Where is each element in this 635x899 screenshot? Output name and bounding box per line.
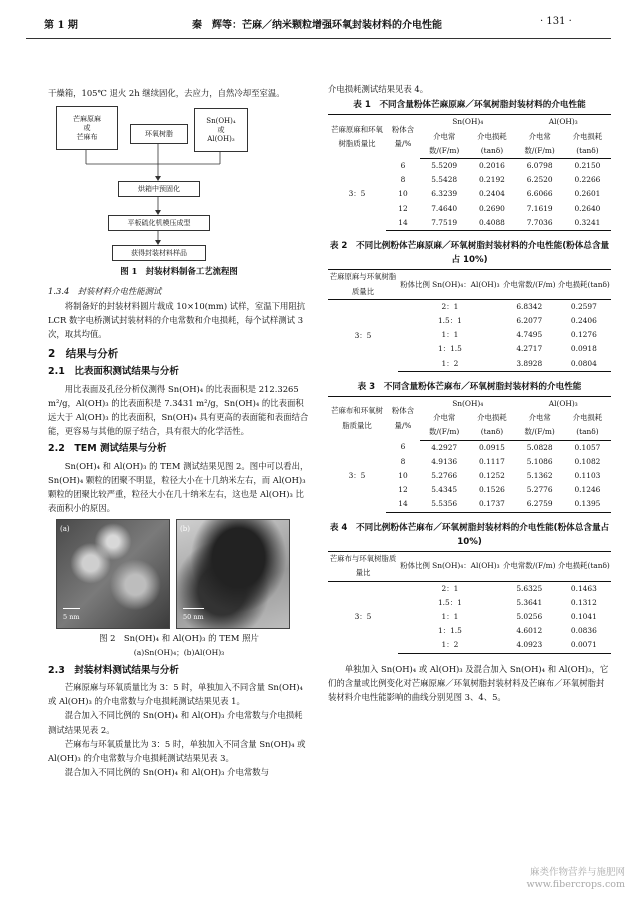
s21-title: 2.1 比表面积测试结果与分析 <box>48 366 179 378</box>
watermark-line1: 麻类作物营养与施肥网 <box>529 867 625 878</box>
table-cell: 1：1.5 <box>437 344 462 354</box>
table-cell: 5.0256 <box>516 611 543 621</box>
s23-p3: 芒麻布与环氧质量比为 3：5 时，单独加入不同含量 Sn(OH)₄ 或 Al(OH)₃ 的介电常数与介电损耗测试结果见表 3。 <box>48 738 306 764</box>
intro-line: 干燥箱，105℃ 退火 2h 继续固化，去应力，自然冷却至室温。 <box>48 88 285 98</box>
table-cell: 5.1362 <box>526 471 553 481</box>
table-cell: 7.4640 <box>431 203 458 213</box>
s23-p4: 混合加入不同比例的 Sn(OH)₄ 和 Al(OH)₃ 介电常数与 <box>64 767 270 778</box>
t2-body <box>328 299 611 371</box>
t3-h-ratio: 芒麻布和环氧树脂质量比 <box>328 397 386 441</box>
table-cell: 5.5356 <box>420 497 468 512</box>
table4 <box>328 551 611 653</box>
fc-box-ramie-text: 芒麻原麻 或 芒麻布 <box>73 114 101 141</box>
t3-body <box>328 440 611 512</box>
table-cell-ratio: 3：5 <box>354 612 372 622</box>
section-2-title: 2 结果与分析 <box>48 348 119 361</box>
t1-h-eps-al: 介电常数/(F/m) <box>515 130 563 159</box>
table-cell: 6.2077 <box>516 316 543 326</box>
tem-image-al <box>176 519 290 629</box>
table-cell: 2：1 <box>441 583 459 593</box>
table-cell: 0.0071 <box>557 638 611 653</box>
table-cell: 0.2601 <box>574 189 601 199</box>
table-cell: 6 <box>400 160 406 170</box>
right-top-line: 介电损耗测试结果见表 4。 <box>328 84 429 94</box>
s134-text: 将制备好的封装材料圆片裁成 10×10(mm) 试样，室温下用阻抗 LCR 数字电桥测试封装材料的介电常数和介电损耗，每个试样测试 3 次，取其均值。 <box>48 300 306 340</box>
table-cell: 10 <box>398 471 408 481</box>
tem-a-label: (a) <box>60 525 70 534</box>
fc-box-epoxy-text: 环氧树脂 <box>145 129 173 138</box>
table1 <box>328 114 611 231</box>
table-cell: 0.1057 <box>574 442 601 452</box>
right-column <box>328 82 611 704</box>
table-cell: 0.1082 <box>574 456 601 466</box>
table-cell: 6.3239 <box>431 189 458 199</box>
t2-h-tan: 介电损耗(tanδ) <box>557 270 611 299</box>
table-cell: 6.8342 <box>516 301 543 311</box>
table-cell: 0.1312 <box>570 597 597 607</box>
table-cell: 4.6012 <box>516 626 543 636</box>
t1-h-sn: Sn(OH)₄ <box>420 115 515 130</box>
table-cell: 1.5：1 <box>437 597 462 607</box>
t4-h-eps: 介电常数/(F/m) <box>502 552 557 581</box>
t3-h-tan-al: 介电损耗(tanδ) <box>564 411 611 440</box>
table-cell: 4.0923 <box>502 638 557 653</box>
table-cell: 1：1 <box>441 611 459 621</box>
table-cell: 0.1252 <box>478 471 505 481</box>
table-cell: 0.2404 <box>478 189 505 199</box>
t1-h-ratio: 芒麻原麻和环氧树脂质量比 <box>328 115 386 159</box>
t3-h-content: 粉体含量/% <box>386 397 420 441</box>
fc-box-epoxy <box>130 124 188 144</box>
t1-h-eps-sn: 介电常数/(F/m) <box>420 130 468 159</box>
table-cell: 12 <box>398 203 408 213</box>
page-number: · 131 · <box>540 16 572 27</box>
fig2-subcaption: (a)Sn(OH)₄；(b)Al(OH)₃ <box>133 647 225 657</box>
s134-title: 1.3.4 封装材料介电性能测试 <box>48 286 162 297</box>
t3-h-sn: Sn(OH)₄ <box>420 397 515 412</box>
table-cell: 7.7519 <box>420 216 468 231</box>
table-cell: 8 <box>400 456 406 466</box>
table-cell: 5.4345 <box>431 485 458 495</box>
table-cell: 0.3241 <box>564 216 611 231</box>
table-cell: 14 <box>386 216 420 231</box>
table-cell: 6.6066 <box>526 189 553 199</box>
t2-h-ratio: 芒麻原麻与环氧树脂质量比 <box>328 270 398 299</box>
table-cell-ratio: 3：5 <box>348 471 366 481</box>
table-cell: 0.1103 <box>574 471 601 481</box>
table-cell: 0.0804 <box>557 357 611 372</box>
table-cell: 5.2766 <box>431 471 458 481</box>
tem-b-scale: 50 nm <box>183 608 204 624</box>
table-cell: 7.1619 <box>526 203 553 213</box>
table-cell: 5.5209 <box>431 161 458 171</box>
table-cell: 0.2406 <box>570 316 597 326</box>
s21-text: 用比表面及孔径分析仪测得 Sn(OH)₄ 的比表面积是 212.3265 m²/g，Al(OH)₃ 的比表面积是 7.3431 m²/g，Sn(OH)₄ 的比表面积远大于 Al(OH)₃ 的比表面积，Sn(OH)₄ 具有更高的表面能和表面结合能，更容易与其他的原子结合，具有很大的化学活性。 <box>48 383 309 437</box>
table1-title: 表 1 不同含量粉体芒麻原麻／环氧树脂封装材料的介电性能 <box>353 100 586 111</box>
table-cell: 0.0915 <box>478 442 505 452</box>
table-cell: 5.2776 <box>526 485 553 495</box>
s23-title: 2.3 封装材料测试结果与分析 <box>48 664 179 676</box>
t4-body <box>328 581 611 653</box>
table-cell: 1.5：1 <box>437 316 462 326</box>
fc-box-powder <box>194 108 248 152</box>
t1-h-tan-sn: 介电损耗(tanδ) <box>468 130 515 159</box>
table-row <box>328 440 611 455</box>
fig2-caption: 图 2 Sn(OH)₄ 和 Al(OH)₃ 的 TEM 照片 <box>99 633 259 644</box>
t4-h-mix: 粉体比例 Sn(OH)₄：Al(OH)₃ <box>398 552 502 581</box>
table-cell: 0.0918 <box>570 344 597 354</box>
t3-h-eps-al: 介电常数/(F/m) <box>515 411 563 440</box>
table-cell: 3.8928 <box>502 357 557 372</box>
left-column <box>48 86 310 779</box>
table-cell: 2：1 <box>441 301 459 311</box>
table-cell: 0.1463 <box>570 583 597 593</box>
table-cell: 0.1395 <box>564 497 611 512</box>
fc-box-powder-text: Sn(OH)₄ 或 Al(OH)₃ <box>206 116 236 143</box>
table3 <box>328 396 611 513</box>
running-title: 秦 辉等：芒麻／纳米颗粒增强环氧封装材料的介电性能 <box>192 20 442 31</box>
table-row <box>328 299 611 314</box>
table-cell: 6.0798 <box>526 161 553 171</box>
table-cell-ratio: 3：5 <box>354 330 372 340</box>
fig1-caption: 图 1 封装材料制备工艺流程图 <box>120 266 238 277</box>
table-cell: 0.1526 <box>478 485 505 495</box>
watermark-line2: www.fibercrops.com <box>526 879 625 890</box>
fc-box-mold <box>108 215 210 231</box>
t1-h-al: Al(OH)₃ <box>515 115 611 130</box>
closing-paragraph: 单独加入 Sn(OH)₄ 或 Al(OH)₃ 及混合加入 Sn(OH)₄ 和 Al(OH)₃，它们的含量或比例变化对芒麻原麻／环氧树脂封装材料及芒麻布／环氧树脂封装材料介电性能影响的曲线分别见图 3、4、5。 <box>328 663 609 702</box>
table-cell: 4.2927 <box>431 442 458 452</box>
table-cell: 12 <box>398 485 408 495</box>
table-cell: 5.6325 <box>516 583 543 593</box>
watermark <box>527 867 625 891</box>
t4-h-ratio: 芒麻布与环氧树脂质量比 <box>328 552 398 581</box>
table-cell: 0.2640 <box>574 203 601 213</box>
table-cell: 0.2016 <box>478 161 505 171</box>
header-rule <box>26 38 611 39</box>
table-row <box>328 159 611 174</box>
table-cell: 5.0828 <box>526 442 553 452</box>
t1-h-tan-al: 介电损耗(tanδ) <box>564 130 611 159</box>
flowchart <box>48 102 310 262</box>
t1-body <box>328 159 611 231</box>
table-cell: 5.1086 <box>526 456 553 466</box>
table-cell: 0.2266 <box>574 175 601 185</box>
tem-images <box>56 519 310 629</box>
table-cell: 1：1 <box>441 330 459 340</box>
tem-b-label: (b) <box>180 525 190 534</box>
t2-h-eps: 介电常数/(F/m) <box>502 270 557 299</box>
s23-p2: 混合加入不同比例的 Sn(OH)₄ 和 Al(OH)₃ 介电常数与介电损耗测试结果见表 2。 <box>48 710 303 735</box>
table-cell: 0.1276 <box>570 330 597 340</box>
t2-h-mix: 粉体比例 Sn(OH)₄：Al(OH)₃ <box>398 270 502 299</box>
s22-title: 2.2 TEM 测试结果与分析 <box>48 443 167 455</box>
table2-title: 表 2 不同比例粉体芒麻原麻／环氧树脂封装材料的介电性能(粉体总含量占 10%) <box>329 241 610 266</box>
table-cell: 0.2192 <box>478 175 505 185</box>
table-cell: 7.7036 <box>515 216 563 231</box>
tem-image-sn <box>56 519 170 629</box>
table-cell: 0.2690 <box>478 203 505 213</box>
table-cell: 5.3641 <box>516 597 543 607</box>
table-cell: 0.1117 <box>478 456 505 466</box>
table-cell: 6.2520 <box>526 175 553 185</box>
table3-title: 表 3 不同含量粉体芒麻布／环氧树脂封装材料的介电性能 <box>357 381 582 392</box>
fc-box-precure-text: 烘箱中预固化 <box>138 184 180 193</box>
table-cell: 0.1041 <box>570 611 597 621</box>
table4-title: 表 4 不同比例粉体芒麻布／环氧树脂封装材料的介电性能(粉体总含量占 10%) <box>329 522 610 547</box>
table-cell: 0.2597 <box>570 301 597 311</box>
table-cell: 4.2717 <box>516 344 543 354</box>
t3-h-tan-sn: 介电损耗(tanδ) <box>468 411 515 440</box>
table-cell-ratio: 3：5 <box>348 189 366 199</box>
table-cell: 1：2 <box>398 357 502 372</box>
t3-h-eps-sn: 介电常数/(F/m) <box>420 411 468 440</box>
table-cell: 0.1737 <box>468 497 515 512</box>
tem-a-scale: 5 nm <box>63 608 80 624</box>
s23-p1: 芒麻原麻与环氧质量比为 3：5 时，单独加入不同含量 Sn(OH)₄ 或 Al(OH)₃ 的介电常数与介电损耗测试结果见表 1。 <box>48 682 303 707</box>
table-cell: 6.2759 <box>515 497 563 512</box>
t4-h-tan: 介电损耗(tanδ) <box>557 552 611 581</box>
t3-h-al: Al(OH)₃ <box>515 397 611 412</box>
table-cell: 10 <box>398 189 408 199</box>
fc-box-precure <box>118 181 200 197</box>
fc-box-mold-text: 平板硫化机模压成型 <box>127 218 191 227</box>
s22-text: Sn(OH)₄ 和 Al(OH)₃ 的 TEM 测试结果见图 2。图中可以看出，Sn(OH)₄ 颗粒的团聚不明显，粒径大小在十几纳米左右，而 Al(OH)₃ 颗粒的团聚比较严重，粒径大小在几十纳米左右，这也是 Al(OH)₃ 比表面积小的原因。 <box>48 460 309 514</box>
table-cell: 5.5428 <box>431 175 458 185</box>
table-cell: 14 <box>386 497 420 512</box>
fc-box-sample <box>112 245 206 261</box>
t1-h-content: 粉体含量/% <box>386 115 420 159</box>
issue-number: 第 1 期 <box>44 20 78 31</box>
fc-box-sample-text: 获得封装材料样品 <box>131 248 187 257</box>
table-cell: 8 <box>400 175 406 185</box>
table-cell: 0.4088 <box>468 216 515 231</box>
table2 <box>328 269 611 371</box>
table-cell: 0.2150 <box>574 161 601 171</box>
fc-box-ramie <box>56 106 118 150</box>
table-cell: 0.1246 <box>574 485 601 495</box>
page-header <box>0 8 635 30</box>
table-cell: 4.9136 <box>431 456 458 466</box>
table-cell: 1：2 <box>398 638 502 653</box>
table-cell: 0.0836 <box>570 626 597 636</box>
table-cell: 1：1.5 <box>437 626 462 636</box>
table-row <box>328 581 611 596</box>
table-cell: 6 <box>400 442 406 452</box>
table-cell: 4.7495 <box>516 330 543 340</box>
